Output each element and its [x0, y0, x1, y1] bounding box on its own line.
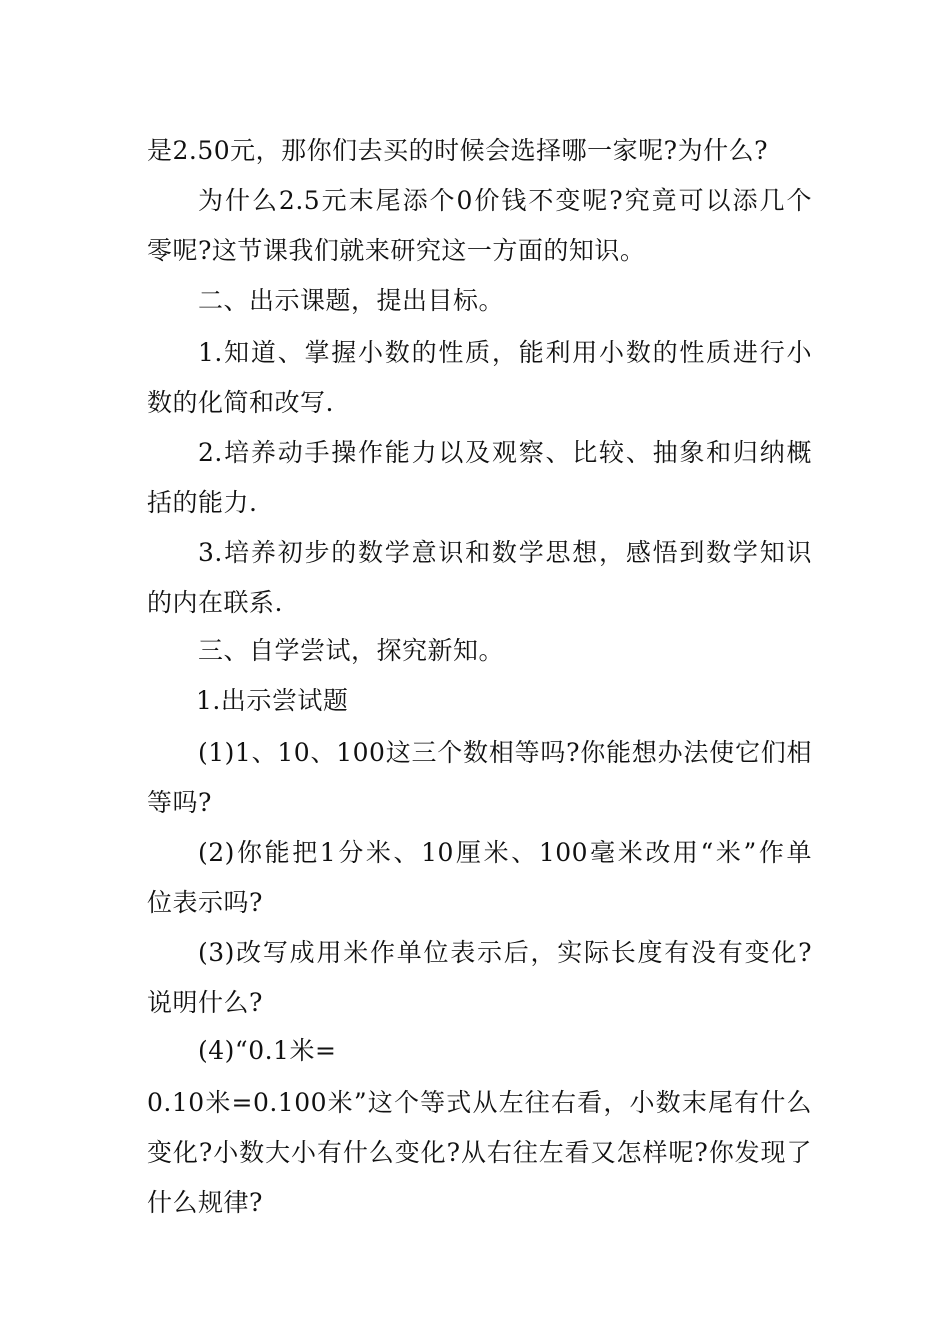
text-line-16: 位表示吗? — [147, 888, 263, 917]
text-line-6: 数的化简和改写. — [147, 388, 334, 417]
text-line-8: 括的能力. — [147, 488, 258, 517]
text-line-2: 为什么2.5元末尾添个0价钱不变呢?究竟可以添几个 — [198, 186, 812, 215]
text-line-21: 变化?小数大小有什么变化?从右往左看又怎样呢?你发现了 — [147, 1138, 812, 1167]
text-line-1: 是2.50元，那你们去买的时候会选择哪一家呢?为什么? — [147, 136, 768, 165]
text-line-3: 零呢?这节课我们就来研究这一方面的知识。 — [147, 236, 646, 265]
text-line-22: 什么规律? — [147, 1188, 263, 1217]
text-line-13: (1)1、10、100这三个数相等吗?你能想办法使它们相 — [198, 738, 812, 767]
text-line-5: 1.知道、掌握小数的性质，能利用小数的性质进行小 — [198, 338, 812, 367]
text-line-12: 1.出示尝试题 — [196, 686, 349, 715]
text-line-18: 说明什么? — [147, 988, 263, 1017]
section-heading-3: 三、自学尝试，探究新知。 — [198, 636, 505, 665]
text-line-9: 3.培养初步的数学意识和数学思想，感悟到数学知识 — [198, 538, 812, 567]
text-line-15: (2)你能把1分米、10厘米、100毫米改用“米”作单 — [198, 838, 812, 867]
text-line-20: 0.10米=0.100米”这个等式从左往右看，小数末尾有什么 — [147, 1088, 812, 1117]
text-line-17: (3)改写成用米作单位表示后，实际长度有没有变化? — [198, 938, 812, 967]
text-line-14: 等吗? — [147, 788, 212, 817]
section-heading-2: 二、出示课题，提出目标。 — [198, 286, 505, 315]
text-line-19: (4)“0.1米= — [198, 1036, 337, 1065]
text-line-7: 2.培养动手操作能力以及观察、比较、抽象和归纳概 — [198, 438, 812, 467]
text-line-10: 的内在联系. — [147, 588, 283, 617]
